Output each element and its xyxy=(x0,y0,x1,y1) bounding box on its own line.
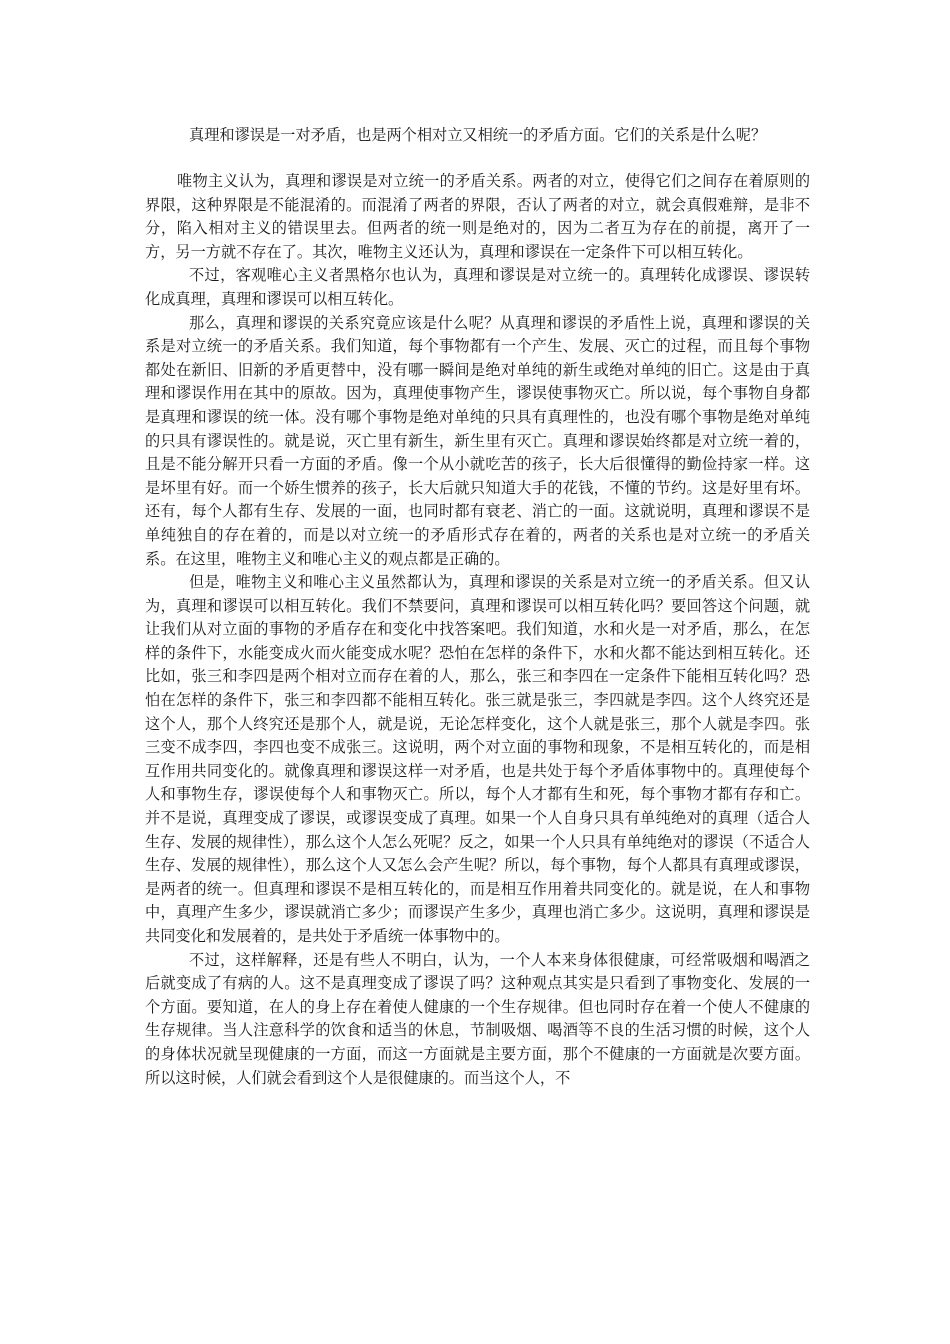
paragraph-mutual-transformation: 但是，唯物主义和唯心主义虽然都认为，真理和谬误的关系是对立统一的矛盾关系。但又认为，真理和谬误可以相互转化。我们不禁要问，真理和谬误可以相互转化吗？要回答这个问题，就让我们从对立面的事物的矛盾存在和变化中找答案吧。我们知道，水和火是一对矛盾，那么，在怎样的条件下，水能变成火而火能变成水呢？恐怕在怎样的条件下，水和火都不能达到相互转化。还比如，张三和李四是两个相对立而存在着的人，那么，张三和李四在一定条件下能相互转化吗？恐怕在怎样的条件下，张三和李四都不能相互转化。张三就是张三，李四就是李四。这个人终究还是这个人，那个人终究还是那个人，就是说，无论怎样变化，这个人就是张三，那个人就是李四。张三变不成李四，李四也变不成张三。这说明，两个对立面的事物和现象，不是相互转化的，而是相互作用共同变化的。就像真理和谬误这样一对矛盾，也是共处于每个矛盾体事物中的。真理使每个人和事物生存，谬误使每个人和事物灭亡。所以，每个人才都有生和死，每个事物才都有存和亡。并不是说，真理变成了谬误，或谬误变成了真理。如果一个人自身只具有单纯绝对的真理（适合人生存、发展的规律性），那么这个人怎么死呢？反之，如果一个人只具有单纯绝对的谬误（不适合人生存、发展的规律性），那么这个人又怎么会产生呢？所以，每个事物，每个人都具有真理或谬误，是两者的统一。但真理和谬误不是相互转化的，而是相互作用着共同变化的。就是说，在人和事物中，真理产生多少，谬误就消亡多少；而谬误产生多少，真理也消亡多少。这说明，真理和谬误是共同变化和发展着的，是共处于矛盾统一体事物中的。 xyxy=(145,573,810,945)
paragraph-health-example: 不过，这样解释，还是有些人不明白，认为，一个人本来身体很健康，可经常吸烟和喝酒之后就变成了有病的人。这不是真理变成了谬误了吗？这种观点其实是只看到了事物变化、发展的一个方面。要知道，在人的身上存在着使人健康的一个生存规律。但也同时存在着一个使人不健康的生存规律。当人注意科学的饮食和适当的休息，节制吸烟、喝酒等不良的生活习惯的时候，这个人的身体状况就呈现健康的一方面，而这一方面就是主要方面，那个不健康的一方面就是次要方面。所以这时候，人们就会看到这个人是很健康的。而当这个人，不 xyxy=(145,950,810,1087)
paragraph-hegel-view: 不过，客观唯心主义者黑格尔也认为，真理和谬误是对立统一的。真理转化成谬误、谬误转化成真理，真理和谬误可以相互转化。 xyxy=(145,266,810,308)
document-page xyxy=(145,124,810,1090)
lead-sentence: 真理和谬误是一对矛盾，也是两个相对立又相统一的矛盾方面。它们的关系是什么呢？ xyxy=(189,126,767,144)
paragraph-materialism-view: 唯物主义认为，真理和谬误是对立统一的矛盾关系。两者的对立，使得它们之间存在着原则的界限，这种界限是不能混淆的。而混淆了两者的界限，否认了两者的对立，就会真假难辩，是非不分，陷入相对主义的错误里去。但两者的统一则是绝对的，因为二者互为存在的前提，离开了一方，另一方就不存在了。其次，唯物主义还认为，真理和谬误在一定条件下可以相互转化。 xyxy=(145,172,810,261)
paragraph-contradiction-analysis: 那么，真理和谬误的关系究竟应该是什么呢？从真理和谬误的矛盾性上说，真理和谬误的关系是对立统一的矛盾关系。我们知道，每个事物都有一个产生、发展、灭亡的过程，而且每个事物都处在新旧、旧新的矛盾更替中，没有哪一瞬间是绝对单纯的新生或绝对单纯的旧亡。这是由于真理和谬误作用在其中的原故。因为，真理使事物产生，谬误使事物灭亡。所以说，每个事物自身都是真理和谬误的统一体。没有哪个事物是绝对单纯的只具有真理性的，也没有哪个事物是绝对单纯的只具有谬误性的。就是说，灭亡里有新生，新生里有灭亡。真理和谬误始终都是对立统一着的，且是不能分解开只看一方面的矛盾。像一个从小就吃苦的孩子，长大后很懂得的勤俭持家一样。这是坏里有好。而一个娇生惯养的孩子，长大后就只知道大手的花钱，不懂的节约。这是好里有坏。还有，每个人都有生存、发展的一面，也同时都有衰老、消亡的一面。这就说明，真理和谬误不是单纯独自的存在着的，而是以对立统一的矛盾形式存在着的，两者的关系也是对立统一的矛盾关系。在这里，唯物主义和唯心主义的观点都是正确的。 xyxy=(145,313,810,568)
